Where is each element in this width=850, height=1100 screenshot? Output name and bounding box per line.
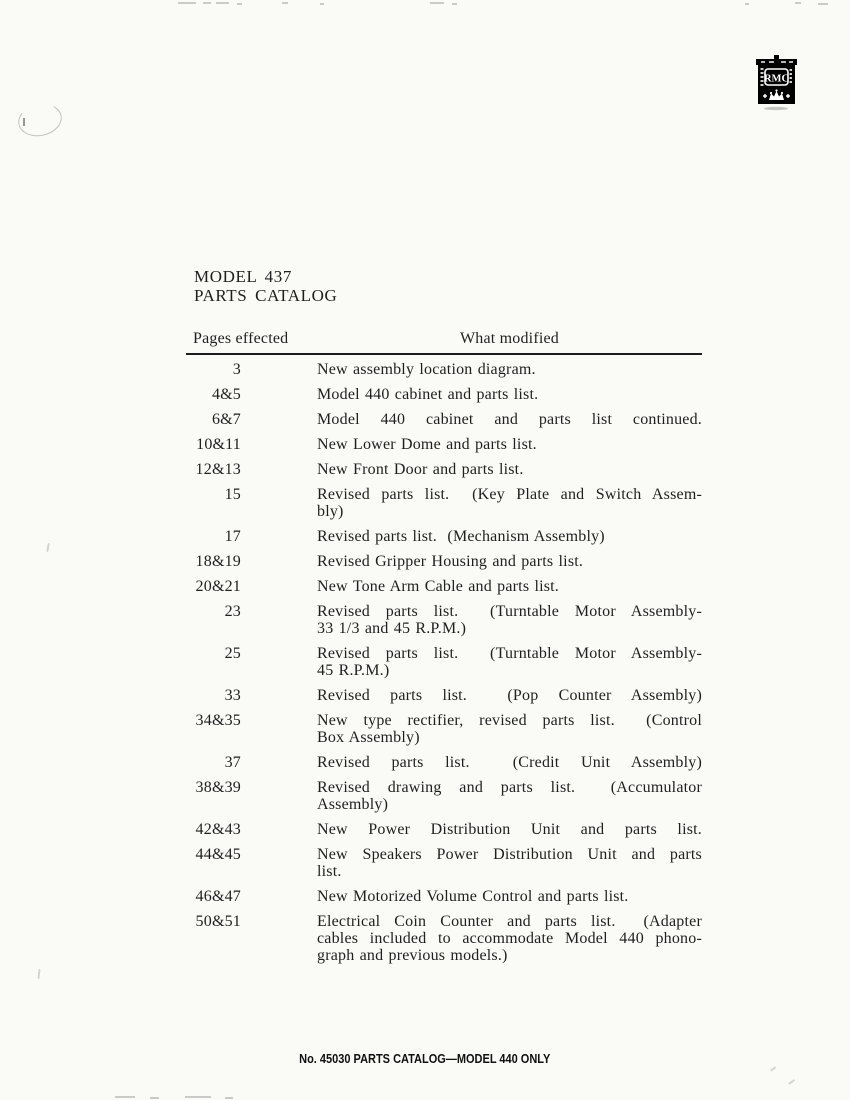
pages-effected-cell: 50&51 [195,913,241,930]
what-modified-header: What modified [459,330,559,347]
description-line: Revised parts list. (Pop Counter Assembly) [317,687,702,704]
what-modified-cell [317,846,702,880]
description-line: New Motorized Volume Control and parts list. [317,888,629,905]
table-row [186,846,702,880]
what-modified-cell [317,411,702,428]
description-line: New Power Distribution Unit and parts list. [317,821,702,838]
scan-artifact [818,3,828,5]
pages-effected-cell: 6&7 [211,411,241,428]
scan-artifact [745,3,749,5]
what-modified-cell [317,361,702,378]
description-line: cables included to accommodate Model 440 phono- [317,930,702,947]
catalog-name-line: PARTS CATALOG [194,285,338,305]
description-line: Revised drawing and parts list. (Accumulator [317,779,702,796]
table-row [186,361,702,378]
description-line: New Front Door and parts list. [317,461,524,478]
what-modified-cell [317,645,702,679]
table-row [186,821,702,838]
table-row [186,712,702,746]
description-line: Revised Gripper Housing and parts list. [317,553,584,570]
description-line: Assembly) [317,796,389,813]
table-row [186,436,702,453]
description-line: bly) [317,503,344,520]
scan-artifact [452,3,457,5]
pages-effected-cell: 46&47 [195,888,241,905]
what-modified-cell [317,486,702,520]
rmc-logo-text: RMC [763,73,790,85]
description-line: New Tone Arm Cable and parts list. [317,578,560,595]
what-modified-cell [317,578,702,595]
scan-artifact [185,1096,211,1098]
table-row [186,687,702,704]
pages-effected-cell: 23 [224,603,241,620]
scan-artifact [216,2,229,4]
scan-artifact [115,1096,135,1098]
table-row [186,528,702,545]
description-line: New type rectifier, revised parts list. (Control [317,712,702,729]
scan-artifact [203,2,211,4]
table-row [186,553,702,570]
scan-artifact [795,2,801,4]
pages-effected-cell: 15 [224,486,241,503]
description-line: Revised parts list. (Mechanism Assembly) [317,528,605,545]
description-line: 33 1/3 and 45 R.P.M.) [317,620,467,637]
rmc-logo-graphic [753,55,801,113]
description-line: New Lower Dome and parts list. [317,436,537,453]
scan-artifact [178,2,196,4]
pages-effected-cell: 38&39 [195,779,241,796]
description-line: New Speakers Power Distribution Unit and parts [317,846,702,863]
scan-artifact [23,118,25,126]
revision-table-body [186,361,702,964]
scan-artifact [320,3,324,5]
pages-effected-cell: 37 [224,754,241,771]
pages-effected-cell: 18&19 [195,553,241,570]
what-modified-cell [317,888,702,905]
table-row [186,779,702,813]
pages-effected-cell: 3 [232,361,241,378]
pages-effected-cell: 34&35 [195,712,241,729]
what-modified-cell [317,779,702,813]
table-row [186,578,702,595]
description-line: Box Assembly) [317,729,420,746]
description-line: Revised parts list. (Turntable Motor Assembly- [317,645,702,662]
table-header-row [186,330,702,355]
description-line: Model 440 cabinet and parts list. [317,386,539,403]
pages-effected-cell: 25 [224,645,241,662]
what-modified-cell [317,913,702,964]
rmc-logo [753,55,801,113]
what-modified-cell [317,821,702,838]
description-line: Revised parts list. (Turntable Motor Assembly- [317,603,702,620]
pages-effected-cell: 20&21 [195,578,241,595]
scan-artifact [46,543,50,552]
what-modified-cell [317,712,702,746]
description-line: Revised parts list. (Key Plate and Switch Assem- [317,486,702,503]
catalog-sheet [186,268,702,972]
what-modified-cell [317,386,702,403]
model-number-line: MODEL 437 [194,267,292,286]
footer-catalog-number: No. 45030 PARTS CATALOG—MODEL 440 ONLY [299,1052,551,1066]
scan-artifact [150,1097,159,1099]
table-row [186,486,702,520]
table-row [186,386,702,403]
description-line: graph and previous models.) [317,947,508,964]
scan-artifact [237,3,242,5]
scan-artifact [225,1097,233,1099]
table-row [186,754,702,771]
pages-effected-cell: 12&13 [195,461,241,478]
pages-effected-cell: 33 [224,687,241,704]
scan-artifact [430,2,444,4]
table-row [186,645,702,679]
what-modified-cell [317,553,702,570]
page-title [186,268,702,305]
what-modified-cell [317,436,702,453]
pages-effected-header: Pages effected [193,330,289,347]
what-modified-cell [317,528,702,545]
pages-effected-cell: 42&43 [195,821,241,838]
what-modified-cell [317,461,702,478]
what-modified-cell [317,687,702,704]
scan-artifact [788,1079,795,1084]
table-row [186,888,702,905]
scan-artifact [37,969,40,979]
table-row [186,461,702,478]
table-row [186,603,702,637]
pages-effected-cell: 17 [224,528,241,545]
description-line: list. [317,863,342,880]
what-modified-cell [317,603,702,637]
table-row [186,913,702,964]
pages-effected-cell: 10&11 [196,436,241,453]
description-line: 45 R.P.M.) [317,662,390,679]
description-line: Electrical Coin Counter and parts list. (Adapter [317,913,702,930]
what-modified-cell [317,754,702,771]
description-line: Model 440 cabinet and parts list continued. [317,411,702,428]
scan-artifact [282,2,288,4]
table-row [186,411,702,428]
description-line: Revised parts list. (Credit Unit Assembly) [317,754,702,771]
description-line: New assembly location diagram. [317,361,536,378]
pages-effected-cell: 44&45 [195,846,241,863]
pages-effected-cell: 4&5 [211,386,241,403]
scan-artifact [770,1066,776,1071]
